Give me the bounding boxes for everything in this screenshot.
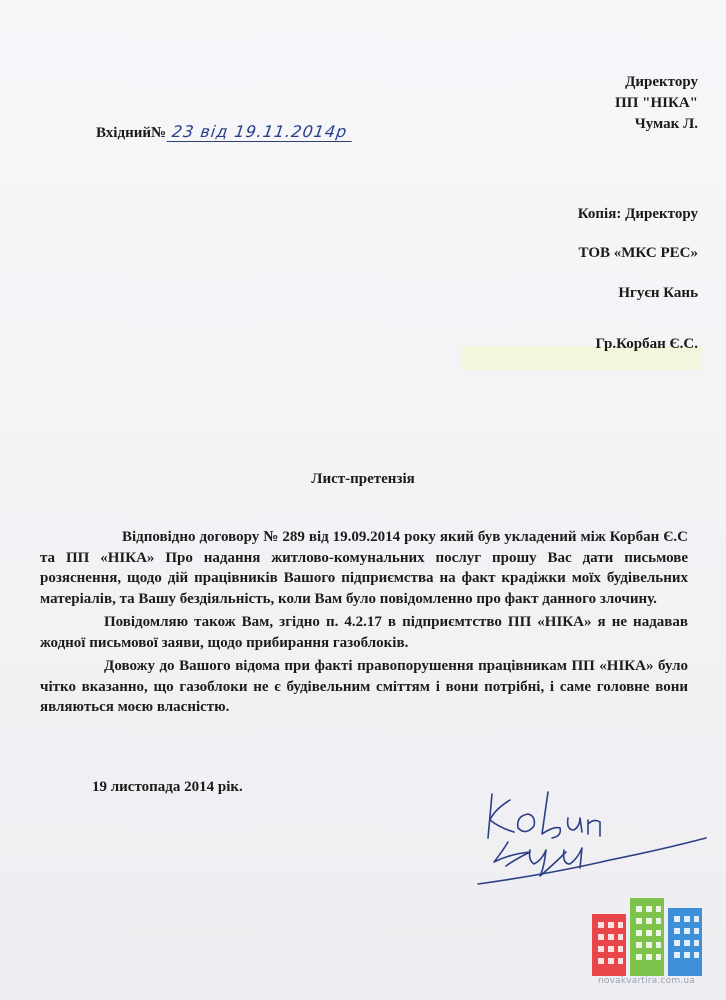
paragraph-3: Довожу до Вашого відома при факті правопорушення працівникам ПП «НІКА» було чітко вказанно, що газоблоки не є будівельним сміттям і вони потрібні, і саме головне вони являються моєю власністю. xyxy=(40,658,688,715)
handwritten-signature xyxy=(470,780,710,890)
sender-name: Гр.Корбан Є.С. xyxy=(595,336,698,352)
incoming-label: Вхідний№ xyxy=(96,125,167,141)
incoming-number xyxy=(96,122,353,142)
incoming-handwritten-value: 23 від 19.11.2014р xyxy=(167,122,355,142)
watermark-caption: novakvartira.com.ua xyxy=(598,976,696,986)
document-title: Лист-претензія xyxy=(311,471,415,487)
copy-line-1: Копія: Директору xyxy=(577,206,698,222)
letter-date: 19 листопада 2014 рік. xyxy=(92,779,243,795)
watermark-logo xyxy=(590,888,706,978)
letter-body xyxy=(40,527,688,718)
addressee-position: Директору xyxy=(625,74,698,90)
copy-line-3: Нгуєн Кань xyxy=(618,285,698,301)
copy-line-2: ТОВ «МКС РЕС» xyxy=(578,245,698,261)
addressee-block xyxy=(615,72,698,135)
paragraph-2: Повідомляю також Вам, згідно п. 4.2.17 в підприємтство ПП «НІКА» я не надавав жодної письмової заяви, щодо прибирання газоблоків. xyxy=(40,614,688,651)
paragraph-1: Відповідно договору № 289 від 19.09.2014 року який був укладений між Корбан Є.С та ПП «НІКА» Про надання житлово-комунальних послуг прошу Вас дати письмове розяснення, щодо дій працівників Вашого підприємства на факт крадіжки моїх будівельних матеріалів, та Вашу бездіяльність, коли Вам було повідомленно про факт данного злочину. xyxy=(40,529,688,607)
addressee-company: ПП "НІКА" xyxy=(615,95,698,111)
addressee-name: Чумак Л. xyxy=(634,116,698,132)
